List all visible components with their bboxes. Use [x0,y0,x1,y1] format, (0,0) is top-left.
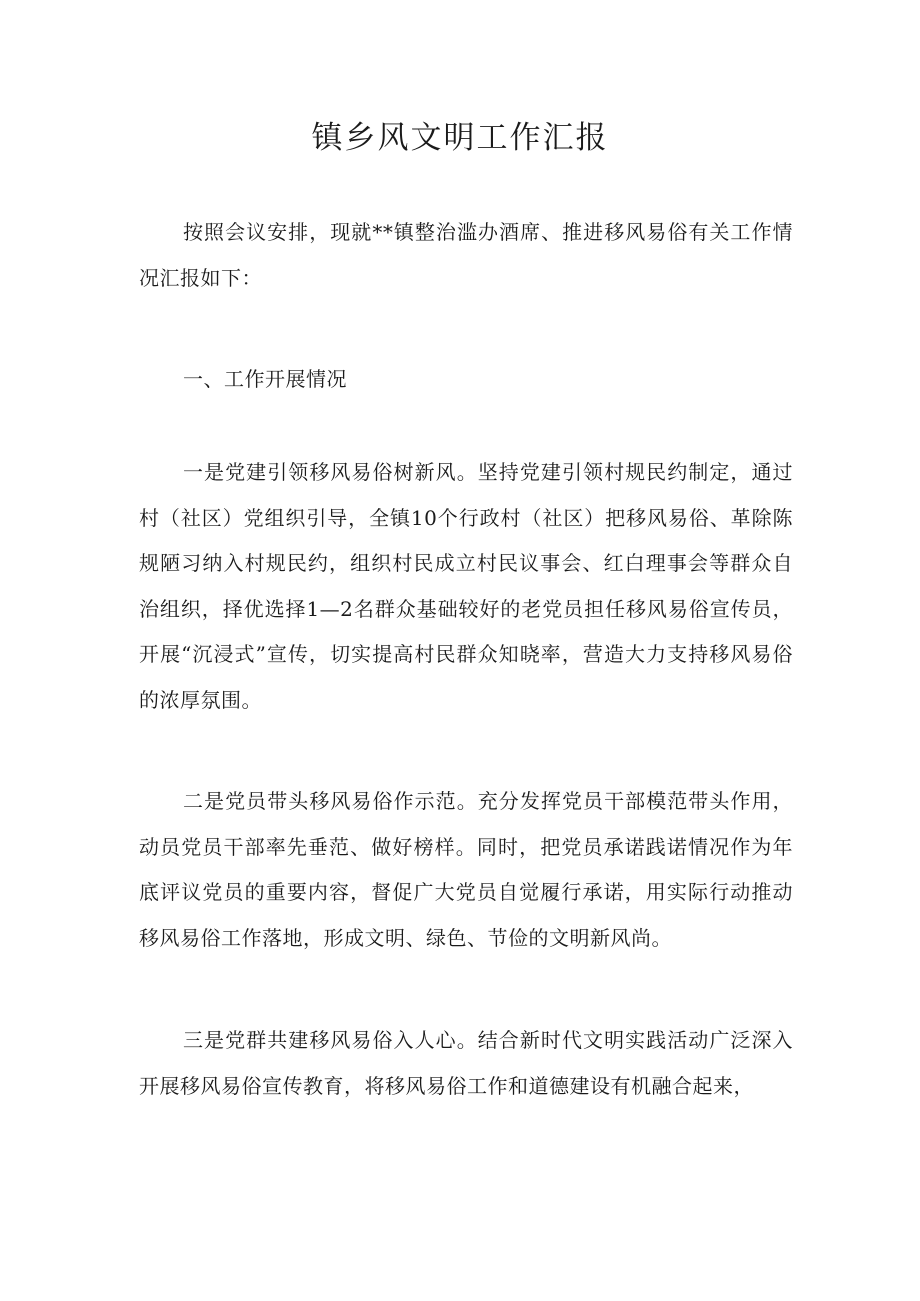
paragraph-party-masses-joint: 三是党群共建移风易俗入人心。结合新时代文明实践活动广泛深入开展移风易俗宣传教育，将移风易俗工作和道德建设有机融合起来， [139,1028,793,1098]
document-title: 镇乡风文明工作汇报 [311,120,609,156]
paragraph-party-building-lead: 一是党建引领移风易俗树新风。坚持党建引领村规民约制定，通过村（社区）党组织引导，全镇10个行政村（社区）把移风易俗、革除陈规陋习纳入村规民约，组织村民成立村民议事会、红白理事会等群众自治组织，择优选择1—2名群众基础较好的老党员担任移风易俗宣传员，开展“沉浸式”宣传，切实提高村民群众知晓率，营造大力支持移风易俗的浓厚氛围。 [139,460,793,712]
intro-paragraph: 按照会议安排，现就**镇整治滥办酒席、推进移风易俗有关工作情况汇报如下： [139,220,793,290]
section-heading-work-status: 一、工作开展情况 [183,367,347,391]
paragraph-party-members-example: 二是党员带头移风易俗作示范。充分发挥党员干部模范带头作用，动员党员干部率先垂范、做好榜样。同时，把党员承诺践诺情况作为年底评议党员的重要内容，督促广大党员自觉履行承诺，用实际行动推动移风易俗工作落地，形成文明、绿色、节俭的文明新风尚。 [139,789,793,950]
